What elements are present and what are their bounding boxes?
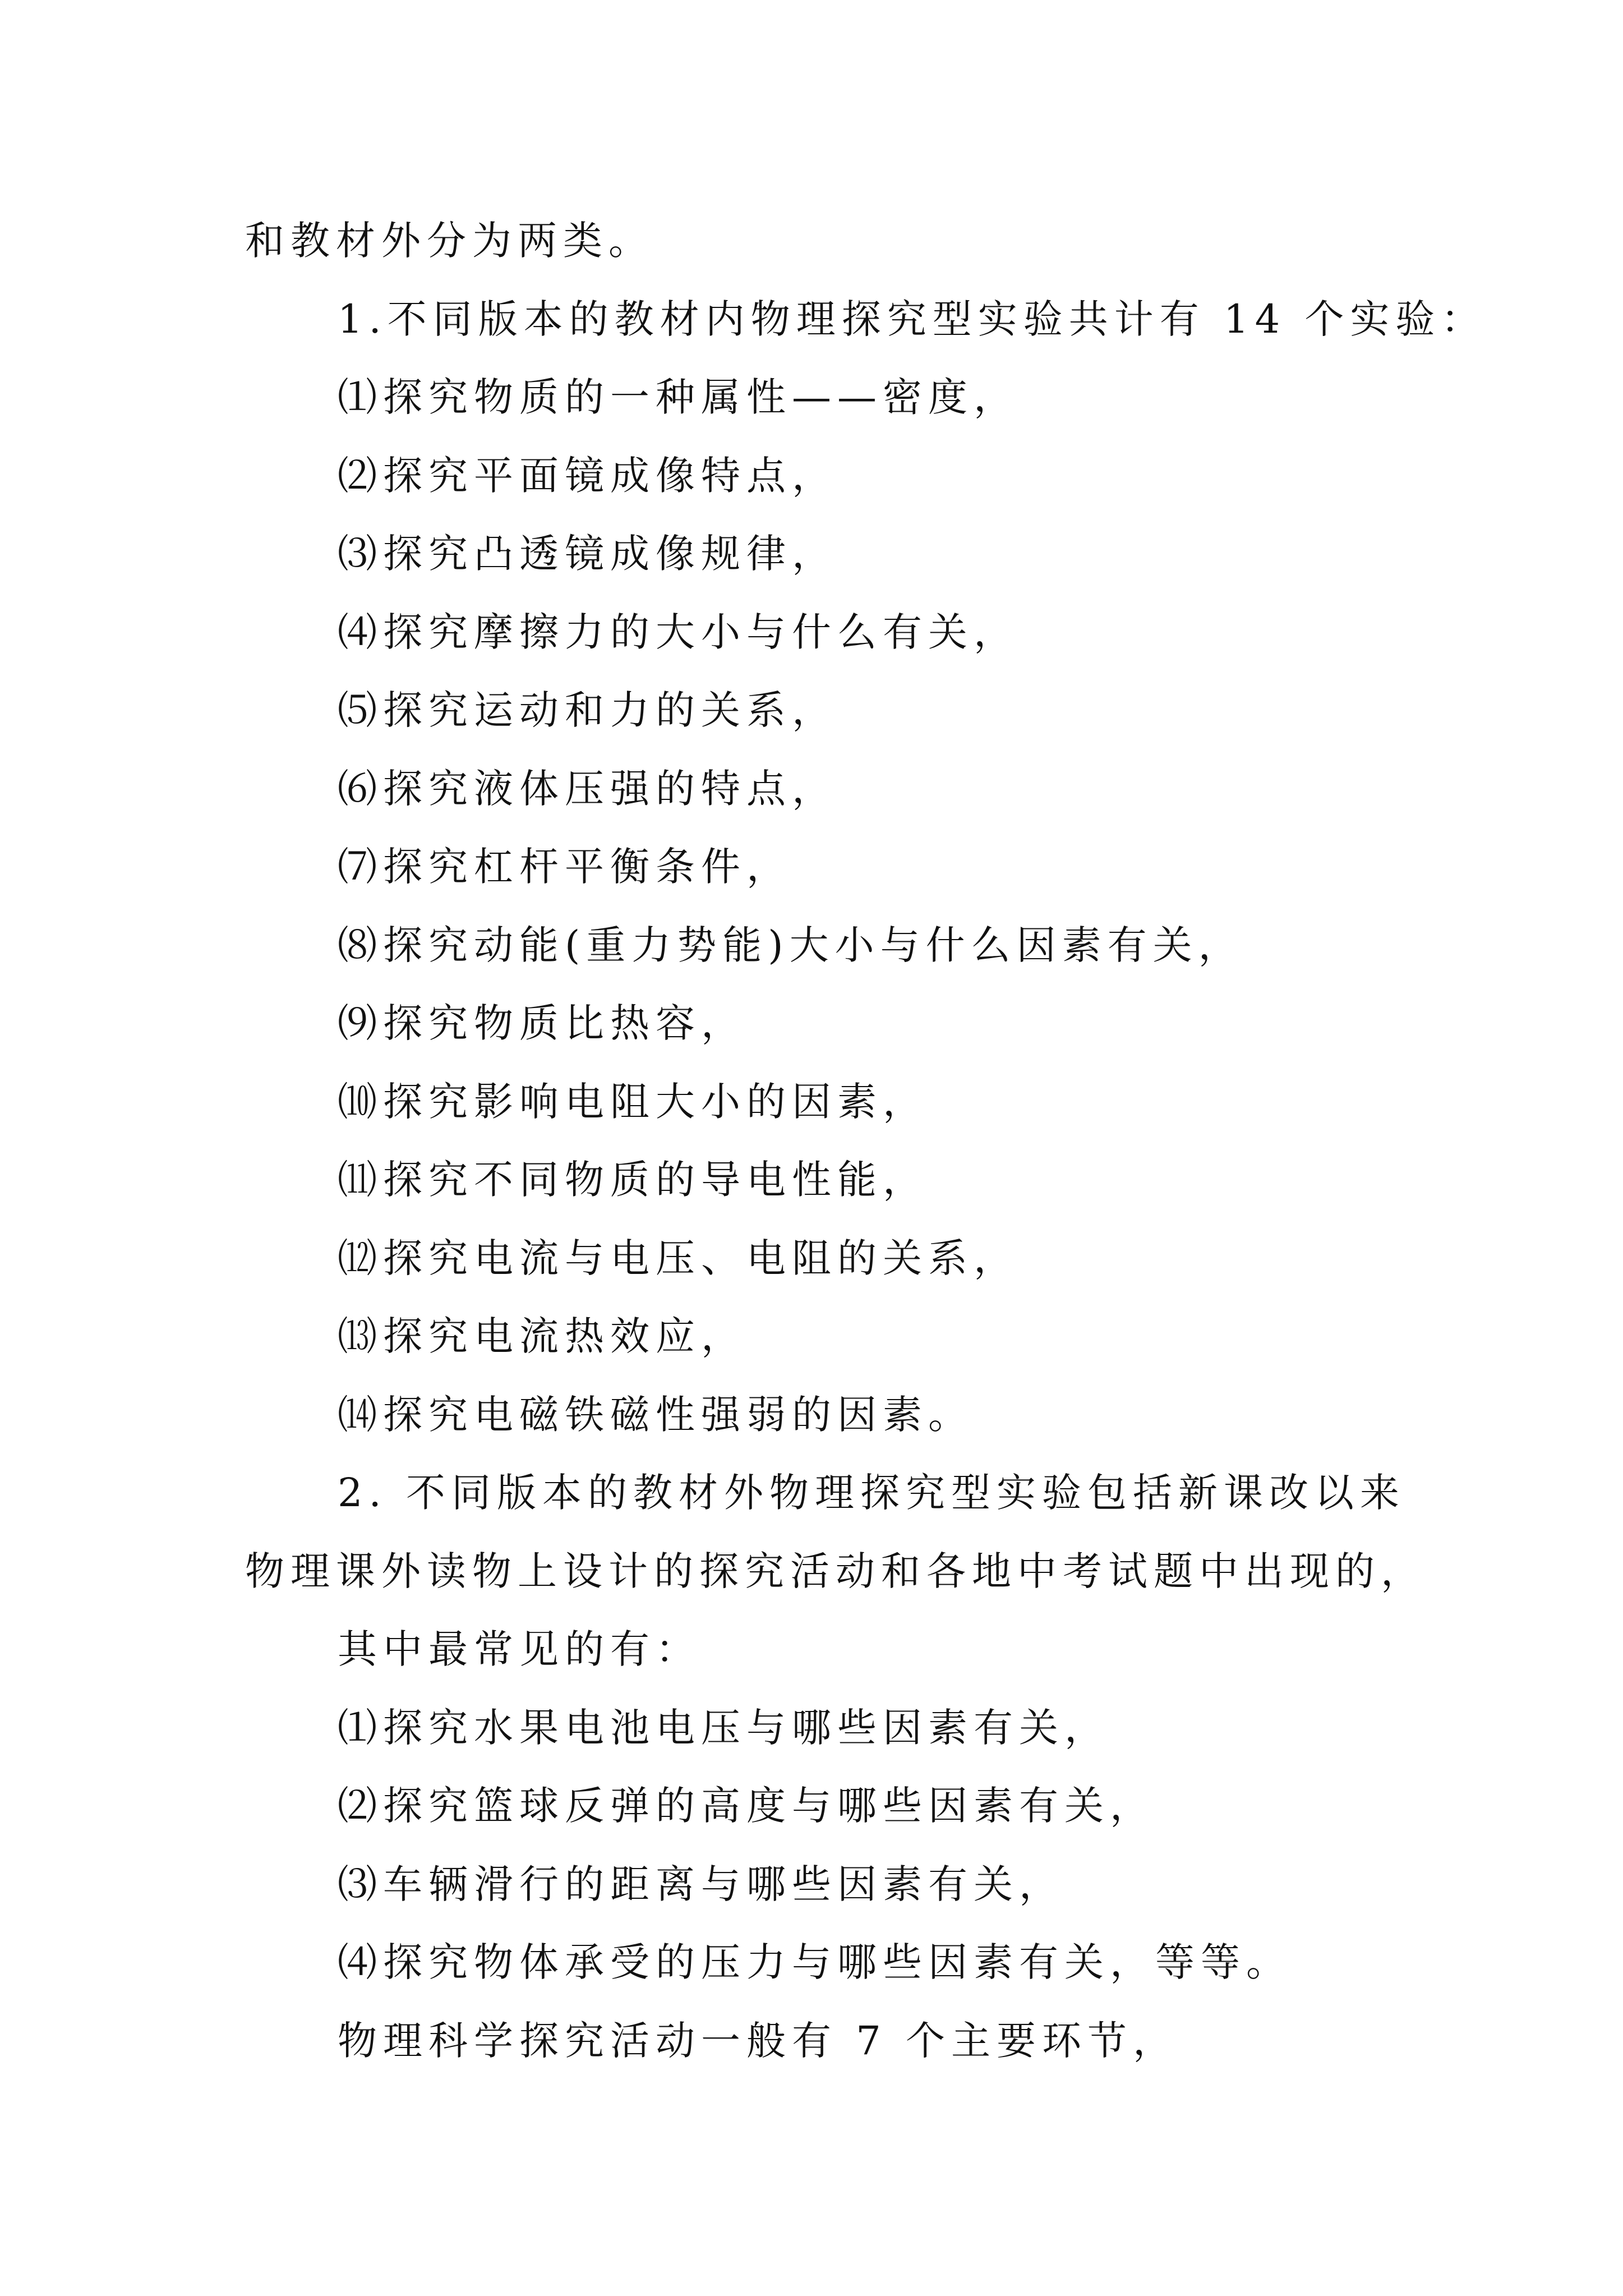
list-item: ⑴探究物质的一种属性——密度， xyxy=(338,374,1019,420)
list-item: ⑵探究平面镜成像特点， xyxy=(338,452,837,499)
list-item: ⑶探究凸透镜成像规律， xyxy=(338,531,837,577)
text-line: 和教材外分为两类。 xyxy=(245,218,654,264)
list-item: ⑴探究水果电池电压与哪些因素有关， xyxy=(338,1704,1110,1751)
list-item: ⑻探究动能(重力势能)大小与什么因素有关， xyxy=(338,922,1244,968)
list-item: ⒁探究电磁铁磁性强弱的因素。 xyxy=(338,1391,974,1438)
list-item: ⑺探究杠杆平衡条件， xyxy=(338,844,792,890)
list-item: ⑵探究篮球反弹的高度与哪些因素有关， xyxy=(338,1783,1155,1829)
document-body xyxy=(245,202,1487,2080)
list-item: ⑸探究运动和力的关系， xyxy=(338,687,837,733)
list-item: ⑷探究物体承受的压力与哪些因素有关，等等。 xyxy=(338,1939,1292,1985)
list-item: ⑹探究液体压强的特点， xyxy=(338,765,837,812)
section-heading: 1.不同版本的教材内物理探究型实验共计有 14 个实验： xyxy=(338,296,1487,342)
text-line: 其中最常见的有： xyxy=(338,1626,701,1672)
list-item: ⒀探究电流热效应， xyxy=(338,1313,746,1359)
list-item: ⑿探究电流与电压、电阻的关系， xyxy=(338,1235,1019,1281)
list-item: ⑼探究物质比热容， xyxy=(338,1000,746,1046)
list-item: ⑷探究摩擦力的大小与什么有关， xyxy=(338,609,1019,655)
text-line: 物理课外读物上设计的探究活动和各地中考试题中出现的， xyxy=(245,1548,1426,1594)
section-heading: 2. 不同版本的教材外物理探究型实验包括新课改以来 xyxy=(338,1470,1406,1516)
list-item: ⑾探究不同物质的导电性能， xyxy=(338,1157,928,1203)
list-item: ⑽探究影响电阻大小的因素， xyxy=(338,1078,928,1125)
text-line: 物理科学探究活动一般有 7 个主要环节， xyxy=(338,2017,1179,2064)
list-item: ⑶车辆滑行的距离与哪些因素有关， xyxy=(338,1861,1064,1907)
